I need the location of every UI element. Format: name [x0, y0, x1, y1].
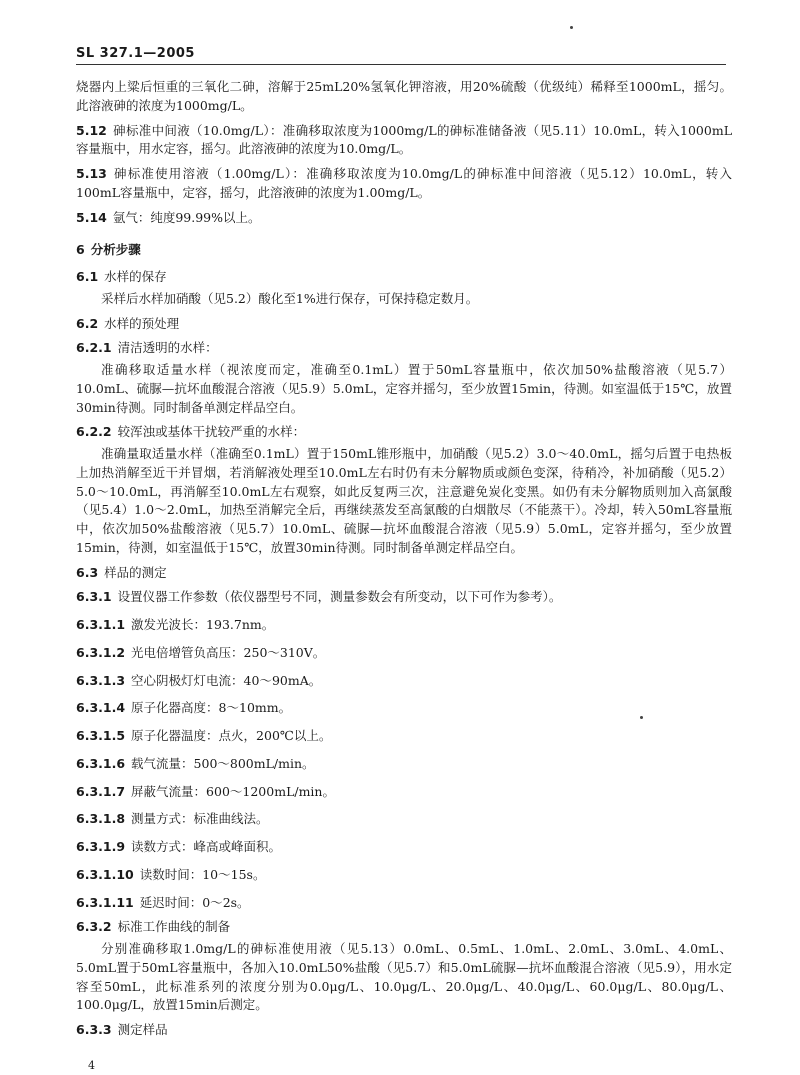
clause-text: 准确移取适量水样（视浓度而定，准确至0.1mL）置于50mL容量瓶中，依次加50%盐酸溶液（见5.7）10.0mL、硫脲—抗坏血酸混合溶液（见5.9）5.0mL，定容并摇匀，至少放置15min，待测。如室温低于15℃，放置30min待测。同时制备单测定样品空白。 — [76, 362, 732, 415]
clause-number: 6.3.2 — [76, 919, 112, 935]
clause-text: 原子化器高度：8～10mm。 — [131, 700, 292, 716]
standard-code-header: SL 327.1—2005 — [76, 46, 195, 61]
numbered-clause — [76, 423, 732, 442]
numbered-clause — [76, 122, 732, 160]
page-number: 4 — [88, 1059, 95, 1072]
numbered-clause — [76, 1021, 732, 1040]
clause-text: 原子化器温度：点火，200℃以上。 — [131, 728, 332, 743]
clause-number: 6.3.1.1 — [76, 617, 126, 632]
clause-number: 6.3.1.10 — [76, 866, 134, 882]
numbered-clause — [76, 165, 732, 203]
clause-number: 6.3 — [76, 564, 99, 580]
numbered-clause — [76, 588, 732, 607]
parameter-clause — [76, 838, 732, 857]
clause-number: 5.13 — [76, 166, 107, 181]
parameter-clause — [76, 783, 732, 802]
continued-paragraph — [76, 78, 732, 116]
parameter-clause — [76, 727, 732, 746]
clause-number: 5.14 — [76, 209, 107, 225]
clause-text: 较浑浊或基体干扰较严重的水样： — [117, 424, 306, 440]
body-paragraph — [76, 290, 732, 309]
clause-text: 样品的测定 — [104, 564, 167, 580]
clause-text: 分别准确移取1.0mg/L的砷标准使用液（见5.13）0.0mL、0.5mL、1.0mL、2.0mL、3.0mL、4.0mL、5.0mL置于50mL容量瓶中，各加入10.0mL50%盐酸（见5.7）和5.0mL硫脲—抗坏血酸混合溶液（见5.9），用水定容至50mL，此标准系列的浓度分别为0.0μg/L、10.0μg/L、20.0μg/L、40.0μg/L、60.0μg/L、80.0μg/L、100.0μg/L，放置15min后测定。 — [76, 941, 732, 1013]
clause-number: 6.3.1.4 — [76, 700, 126, 716]
clause-number: 5.12 — [76, 122, 107, 138]
parameter-clause — [76, 672, 732, 691]
clause-text: 氩气：纯度99.99%以上。 — [112, 209, 261, 225]
body-paragraph — [76, 940, 732, 1015]
clause-text: 空心阴极灯灯电流：40～90mA。 — [131, 672, 322, 688]
numbered-clause — [76, 339, 732, 358]
clause-number: 6.3.1.11 — [76, 894, 134, 910]
clause-text: 设置仪器工作参数（依仪器型号不同，测量参数会有所变动，以下可作为参考）。 — [117, 589, 562, 605]
clause-text: 延迟时间：0～2s。 — [139, 894, 250, 910]
clause-text: 水样的保存 — [104, 269, 167, 284]
clause-text: 砷标准使用溶液（1.00mg/L）：准确移取浓度为10.0mg/L的砷标准中间溶液（见5.12）10.0mL，转入100mL容量瓶中，定容，摇匀，此溶液砷的浓度为1.00mg/L。 — [76, 166, 732, 200]
numbered-clause — [76, 564, 732, 583]
body-paragraph — [76, 445, 732, 558]
document-body — [76, 78, 732, 1043]
clause-text: 烧器内上粱后恒重的三氧化二砷，溶解于25mL20%氢氧化钾溶液，用20%硫酸（优级纯）稀释至1000mL，摇匀。此溶液砷的浓度为1000mg/L。 — [76, 79, 732, 113]
parameter-clause — [76, 644, 732, 663]
clause-number: 6.3.1.8 — [76, 811, 126, 827]
clause-text: 光电倍增管负高压：250～310V。 — [131, 644, 326, 660]
scan-speck — [570, 26, 573, 29]
clause-text: 水样的预处理 — [104, 315, 180, 331]
clause-text: 采样后水样加硝酸（见5.2）酸化至1%进行保存，可保持稳定数月。 — [101, 290, 479, 306]
parameter-clause — [76, 699, 732, 718]
clause-text: 测量方式：标准曲线法。 — [131, 811, 269, 827]
parameter-clause — [76, 866, 732, 885]
body-paragraph — [76, 361, 732, 417]
clause-text: 读数时间：10～15s。 — [139, 866, 266, 882]
clause-number: 6.3.1.5 — [76, 728, 126, 743]
clause-number: 6.3.1.3 — [76, 672, 126, 688]
clause-text: 读数方式：峰高或峰面积。 — [131, 839, 282, 854]
header-rule — [76, 64, 726, 65]
scan-speck — [640, 716, 643, 719]
clause-text: 分析步骤 — [90, 242, 141, 258]
clause-number: 6.3.1 — [76, 589, 112, 605]
clause-text: 激发光波长：193.7nm。 — [131, 617, 275, 632]
clause-number: 6.3.1.6 — [76, 755, 126, 771]
numbered-clause — [76, 918, 732, 937]
clause-number: 6.3.3 — [76, 1022, 112, 1037]
numbered-clause — [76, 315, 732, 334]
clause-text: 清洁透明的水样： — [117, 340, 218, 356]
parameter-clause — [76, 894, 732, 913]
clause-number: 6.3.1.9 — [76, 839, 126, 854]
clause-number: 6.2 — [76, 315, 99, 331]
clause-text: 测定样品 — [117, 1022, 168, 1037]
parameter-clause — [76, 616, 732, 635]
clause-number: 6.1 — [76, 269, 99, 284]
clause-number: 6 — [76, 242, 85, 258]
numbered-clause — [76, 268, 732, 287]
clause-number: 6.2.2 — [76, 424, 112, 440]
clause-text: 标准工作曲线的制备 — [117, 919, 231, 935]
parameter-clause — [76, 755, 732, 774]
section-heading — [76, 241, 732, 260]
numbered-clause — [76, 209, 732, 228]
parameter-clause — [76, 810, 732, 829]
clause-text: 载气流量：500～800mL/min。 — [131, 755, 315, 771]
clause-text: 砷标准中间液（10.0mg/L）：准确移取浓度为1000mg/L的砷标准储备液（见5.11）10.0mL，转入1000mL容量瓶中，用水定容，摇匀。此溶液砷的浓度为10.0mg/L。 — [76, 122, 732, 157]
clause-text: 屏蔽气流量：600～1200mL/min。 — [131, 783, 335, 799]
clause-number: 6.2.1 — [76, 340, 112, 356]
clause-number: 6.3.1.2 — [76, 644, 126, 660]
clause-text: 准确量取适量水样（准确至0.1mL）置于150mL锥形瓶中，加硝酸（见5.2）3.0～40.0mL，摇匀后置于电热板上加热消解至近干并冒烟，若消解液处理至10.0mL左右时仍有未分解物质或颜色变深，待稍冷，补加硝酸（见5.2）5.0～10.0mL，再消解至10.0mL左右观察，如此反复两三次，注意避免炭化变黑。如仍有未分解物质则加入高氯酸（见5.4）1.0～2.0mL，加热至消解完全后，再继续蒸发至高氯酸的白烟散尽（不能蒸干）。冷却，转入50mL容量瓶中，依次加50%盐酸溶液（见5.7）10.0mL、硫脲—抗坏血酸混合溶液（见5.9）5.0mL，定容并摇匀，至少放置15min，待测，如室温低于15℃，放置30min待测。同时制备单测定样品空白。 — [76, 446, 732, 555]
clause-number: 6.3.1.7 — [76, 783, 126, 799]
